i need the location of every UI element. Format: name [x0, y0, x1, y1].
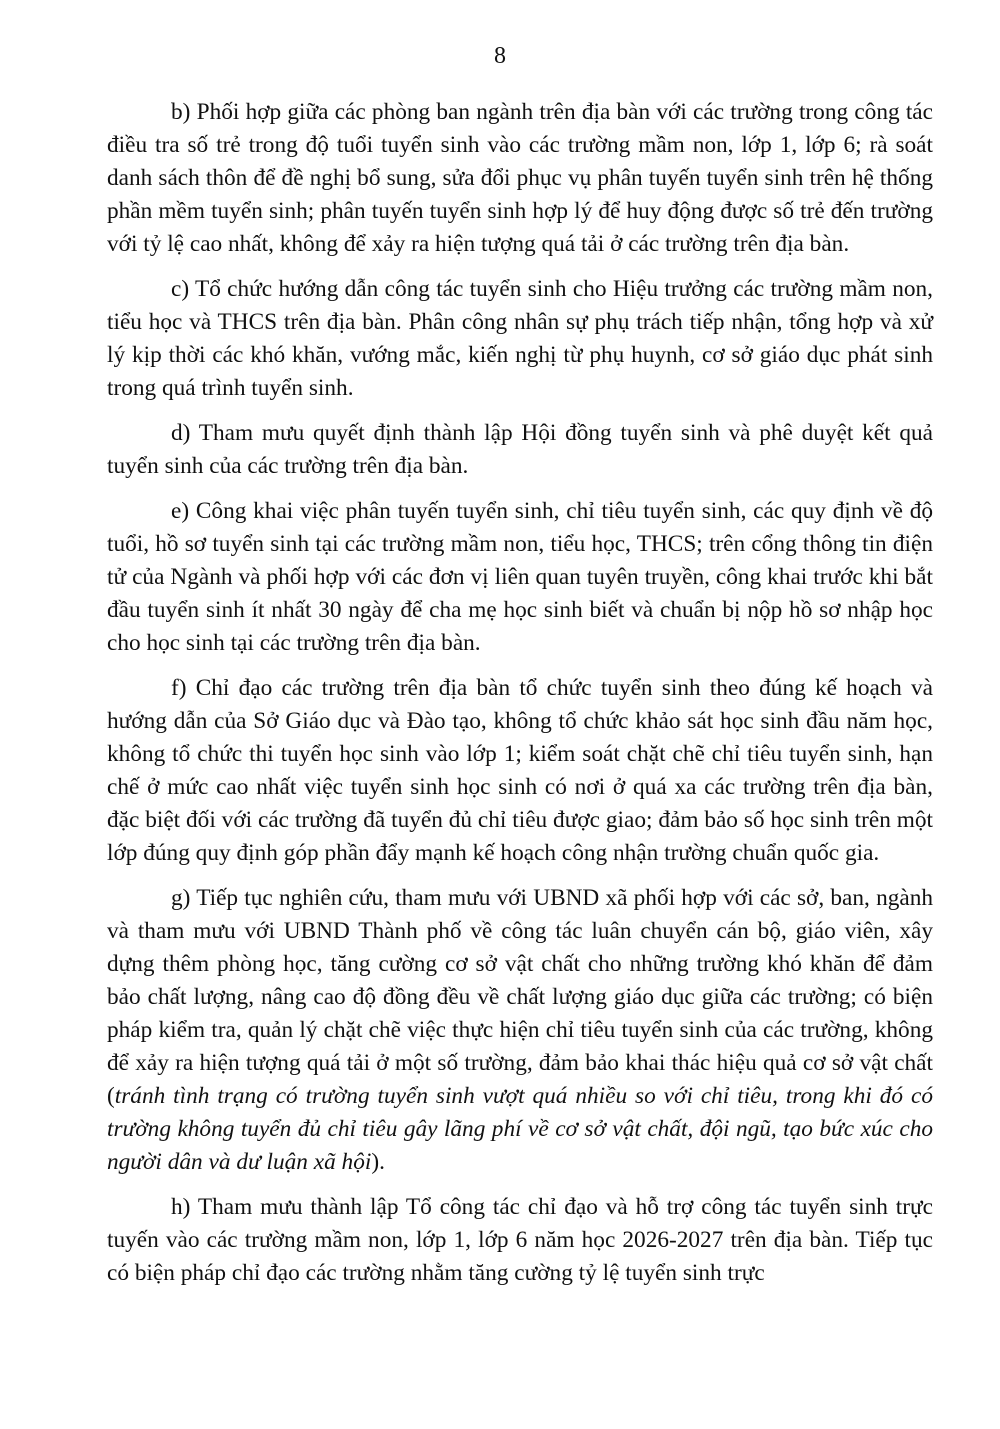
paragraph-f: f) Chỉ đạo các trường trên địa bàn tổ chức tuyển sinh theo đúng kế hoạch và hướng dẫn của Sở Giáo dục và Đào tạo, không tổ chức khảo sát học sinh đầu năm học, không tổ chức thi tuyển học sinh vào lớp 1; kiểm soát chặt chẽ chỉ tiêu tuyển sinh, hạn chế ở mức cao nhất việc tuyển sinh học sinh có nơi ở quá xa các trường trên địa bàn, đặc biệt đối với các trường đã tuyển đủ chỉ tiêu được giao; đảm bảo số học sinh trên một lớp đúng quy định góp phần đẩy mạnh kế hoạch công nhận trường chuẩn quốc gia. [107, 675, 933, 866]
page-number: 8 [494, 43, 506, 69]
paragraph-d: d) Tham mưu quyết định thành lập Hội đồng tuyển sinh và phê duyệt kết quả tuyển sinh của các trường trên địa bàn. [107, 420, 933, 479]
paragraph-e: e) Công khai việc phân tuyến tuyển sinh, chỉ tiêu tuyển sinh, các quy định về độ tuổi, hồ sơ tuyển sinh tại các trường mầm non, tiểu học, THCS; trên cổng thông tin điện tử của Ngành và phối hợp với các đơn vị liên quan tuyên truyền, công khai trước khi bắt đầu tuyển sinh ít nhất 30 ngày để cha mẹ học sinh biết và chuẩn bị nộp hồ sơ nhập học cho học sinh tại các trường trên địa bàn. [107, 498, 933, 656]
paragraph-h: h) Tham mưu thành lập Tổ công tác chỉ đạo và hỗ trợ công tác tuyển sinh trực tuyến vào các trường mầm non, lớp 1, lớp 6 năm học 2026-2027 trên địa bàn. Tiếp tục có biện pháp chỉ đạo các trường nhằm tăng cường tỷ lệ tuyển sinh trực [107, 1194, 933, 1286]
paragraph-g-text: g) Tiếp tục nghiên cứu, tham mưu với UBND xã phối hợp với các sở, ban, ngành và tham mưu với UBND Thành phố về công tác luân chuyển cán bộ, giáo viên, xây dựng thêm phòng học, tăng cường cơ sở vật chất cho những trường khó khăn để đảm bảo chất lượng, nâng cao độ đồng đều về chất lượng giáo dục giữa các trường; có biện pháp kiểm tra, quản lý chặt chẽ việc thực hiện chỉ tiêu tuyển sinh của các trường, không để xảy ra hiện tượng quá tải ở một số trường, đảm bảo khai thác hiệu quả cơ sở vật chất ( [107, 885, 933, 1109]
document-body [107, 96, 933, 1302]
paragraph-g-italic-note: tránh tình trạng có trường tuyển sinh vượt quá nhiều so với chỉ tiêu, trong khi đó có trường không tuyển đủ chỉ tiêu gây lãng phí về cơ sở vật chất, đội ngũ, tạo bức xúc cho người dân và dư luận xã hội [107, 1083, 933, 1175]
paragraph-b: b) Phối hợp giữa các phòng ban ngành trên địa bàn với các trường trong công tác điều tra số trẻ trong độ tuổi tuyển sinh vào các trường mầm non, lớp 1, lớp 6; rà soát danh sách thôn để đề nghị bổ sung, sửa đổi phục vụ phân tuyến tuyển sinh trên hệ thống phần mềm tuyển sinh; phân tuyến tuyển sinh hợp lý để huy động được số trẻ đến trường với tỷ lệ cao nhất, không để xảy ra hiện tượng quá tải ở các trường trên địa bàn. [107, 99, 933, 257]
paragraph-g [107, 882, 933, 1179]
paragraph-g-tail: ). [371, 1149, 385, 1175]
paragraph-c: c) Tổ chức hướng dẫn công tác tuyển sinh cho Hiệu trưởng các trường mầm non, tiểu học và THCS trên địa bàn. Phân công nhân sự phụ trách tiếp nhận, tổng hợp và xử lý kịp thời các khó khăn, vướng mắc, kiến nghị từ phụ huynh, cơ sở giáo dục phát sinh trong quá trình tuyển sinh. [107, 276, 933, 401]
